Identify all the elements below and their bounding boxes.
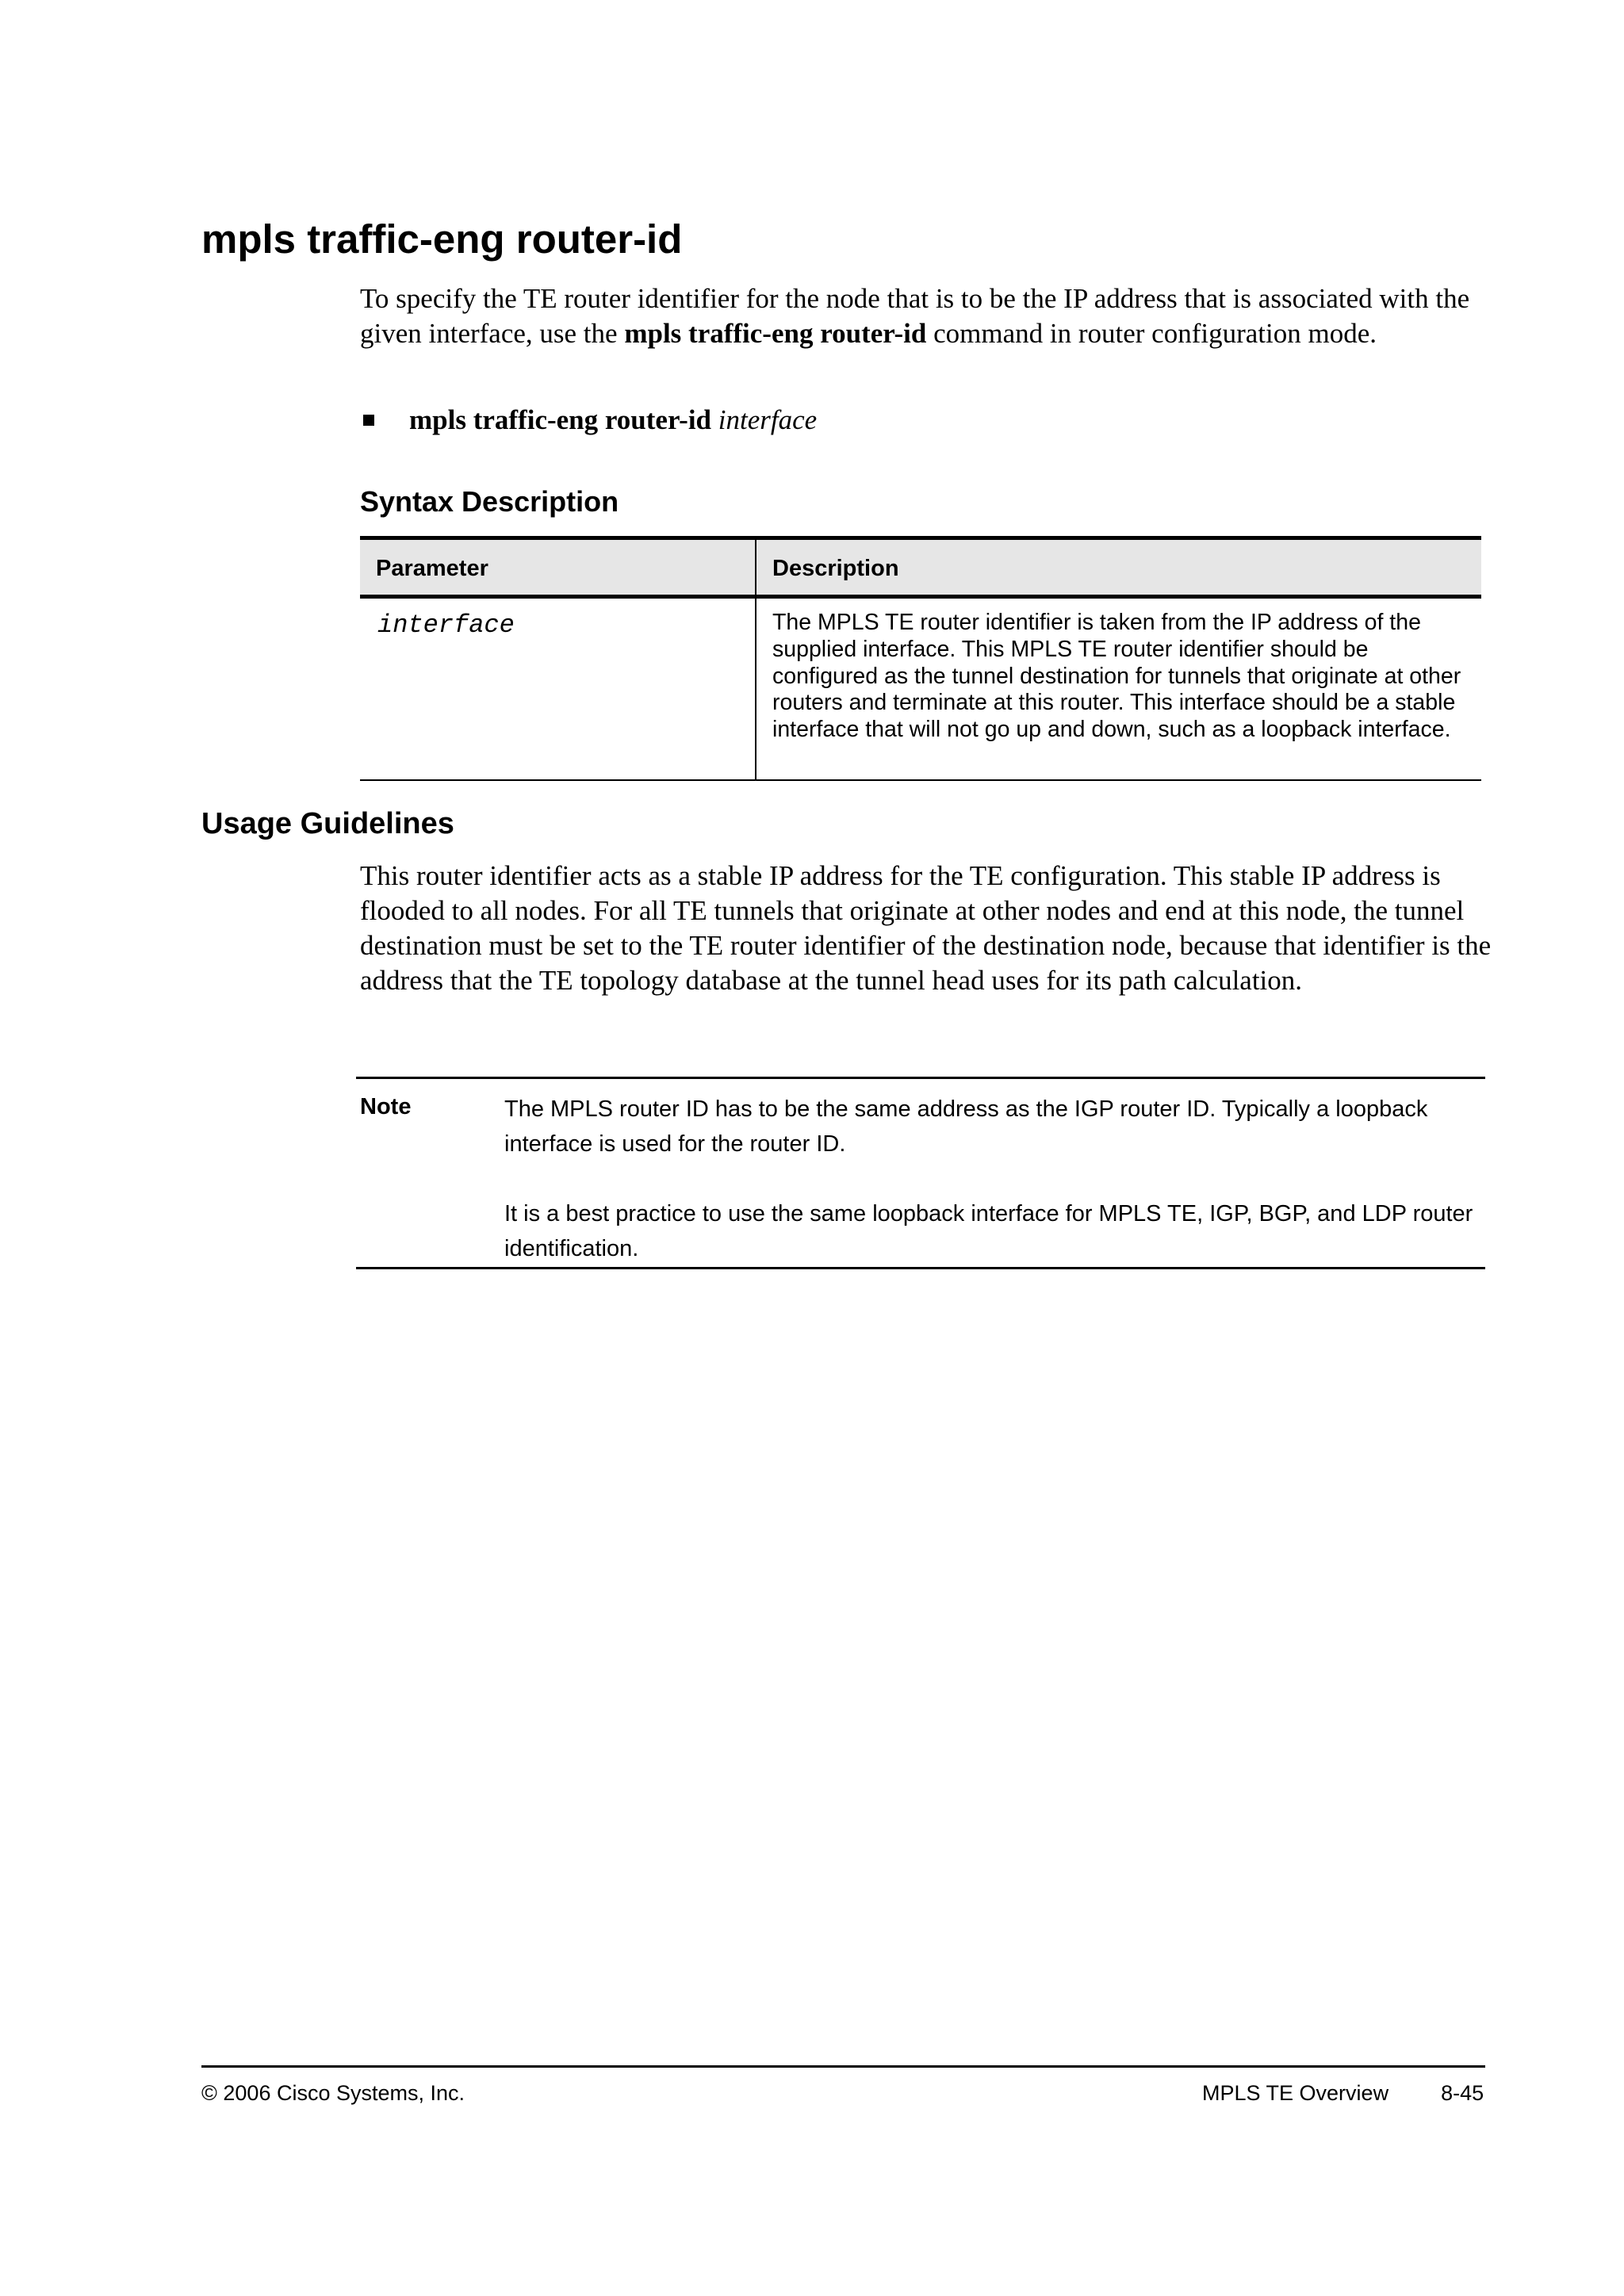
intro-text-after: command in router configuration mode. xyxy=(926,318,1377,349)
intro-paragraph xyxy=(360,281,1502,351)
usage-guidelines-text: This router identifier acts as a stable IP address for the TE configuration. This stable IP address is flooded to all nodes. For all TE tunnels that originate at other nodes and end at this node, the tunnel destination must be set to the TE router identifier of the destination node, because that identifier is the address that the TE topology database at the tunnel head uses for its path calculation. xyxy=(360,860,1492,996)
table-header-description: Description xyxy=(772,556,899,581)
page-title: mpls traffic-eng router-id xyxy=(201,216,683,262)
table-top-rule xyxy=(360,536,1481,540)
table-bottom-rule xyxy=(360,779,1481,781)
table-header-rule xyxy=(360,595,1481,599)
syntax-argument: interface xyxy=(718,404,818,435)
usage-guidelines-heading: Usage Guidelines xyxy=(201,807,454,840)
syntax-command: mpls traffic-eng router-id xyxy=(409,404,712,435)
footer-copyright: © 2006 Cisco Systems, Inc. xyxy=(201,2081,465,2105)
syntax-description-heading: Syntax Description xyxy=(360,485,619,518)
note-bottom-rule xyxy=(356,1267,1485,1269)
table-header-background xyxy=(360,539,1481,596)
note-paragraph-1: The MPLS router ID has to be the same address as the IGP router ID. Typically a loopback interface is used for the router ID. xyxy=(504,1096,1428,1157)
table-cell-description: The MPLS TE router identifier is taken from the IP address of the supplied interface. This MPLS TE router identifier should be configured as the tunnel destination for tunnels that originate at other routers and terminate at this router. This interface should be a stable interface that will not go up and down, such as a loopback interface. xyxy=(772,610,1461,743)
table-cell-parameter: interface xyxy=(377,610,515,640)
footer-rule xyxy=(201,2065,1485,2068)
note-paragraph-2: It is a best practice to use the same loopback interface for MPLS TE, IGP, BGP, and LDP router identification. xyxy=(504,1201,1473,1261)
command-syntax xyxy=(360,403,1502,438)
note-top-rule xyxy=(356,1077,1485,1079)
square-bullet-icon xyxy=(363,415,374,426)
intro-text-before: To specify the TE router identifier for the node that is to be the IP address that is associated with the given interface, use the xyxy=(360,283,1470,349)
table-column-divider xyxy=(755,539,756,781)
intro-command: mpls traffic-eng router-id xyxy=(624,318,927,349)
footer-section-title: MPLS TE Overview xyxy=(1202,2081,1389,2105)
footer-right xyxy=(1202,2081,1484,2106)
note-label: Note xyxy=(360,1094,412,1119)
table-header-parameter: Parameter xyxy=(376,556,488,581)
footer-page-number: 8-45 xyxy=(1441,2081,1484,2105)
